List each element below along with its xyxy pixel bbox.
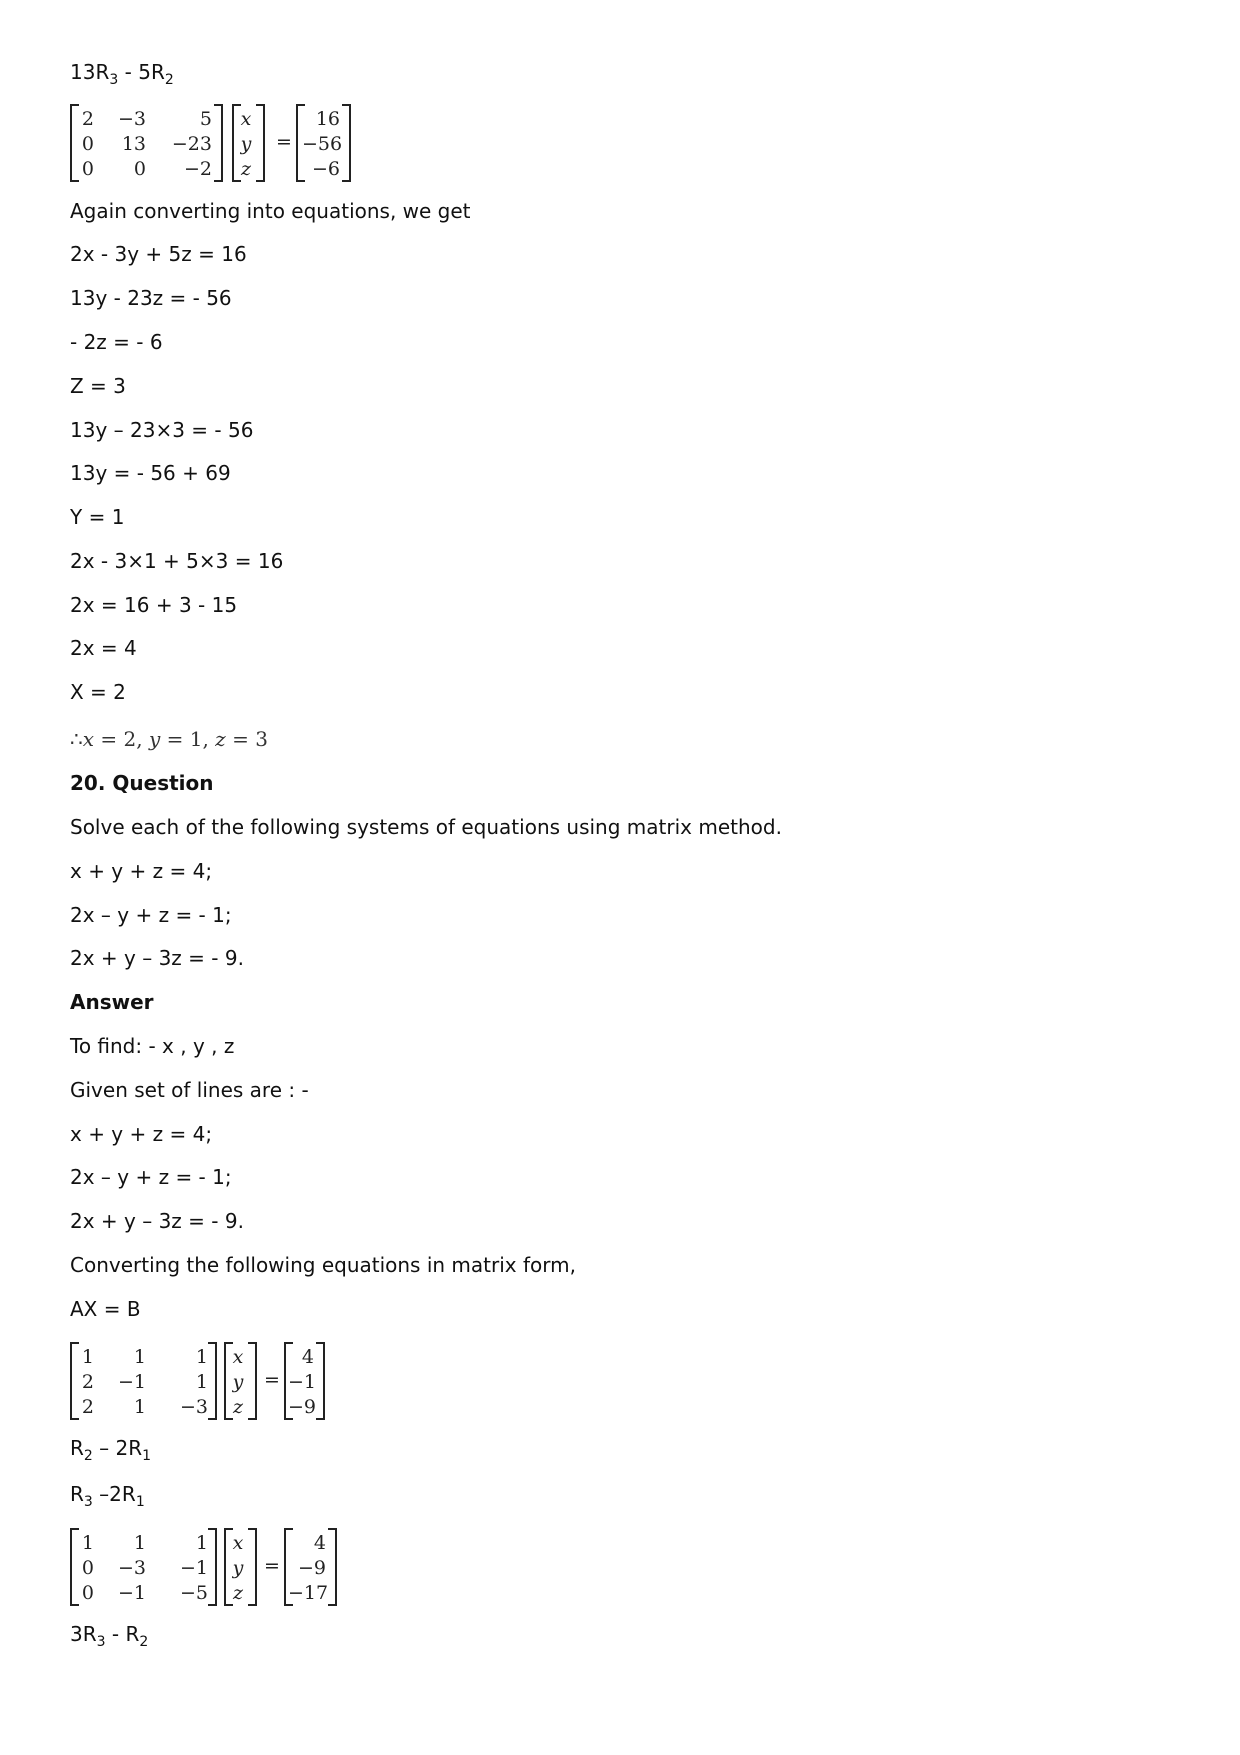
matrix-cell: −3 — [117, 108, 146, 130]
equation-line: x + y + z = 4; — [70, 859, 213, 883]
text-line: To find: - x , y , z — [70, 1034, 235, 1058]
equation-line: 2x + y – 3z = - 9. — [70, 946, 244, 970]
equation-line: X = 2 — [70, 680, 126, 704]
matrix-cell: 4 — [313, 1532, 326, 1554]
variable-cell: y — [232, 1557, 244, 1579]
matrix-cell: −9 — [297, 1557, 326, 1579]
matrix-cell: −56 — [302, 133, 343, 155]
equation-line: 2x - 3y + 5z = 16 — [70, 242, 247, 266]
matrix-cell: −9 — [288, 1396, 317, 1418]
matrix-cell: −1 — [179, 1557, 208, 1579]
matrix-cell: 2 — [81, 1396, 94, 1418]
bracket — [328, 1528, 337, 1606]
equation-line: Y = 1 — [70, 505, 125, 529]
bracket — [248, 1528, 257, 1606]
matrix-cell: −3 — [179, 1396, 208, 1418]
matrix-cell: 1 — [195, 1371, 208, 1393]
bracket — [208, 1342, 217, 1420]
matrix-cell: 1 — [195, 1346, 208, 1368]
variable-cell: z — [240, 158, 251, 180]
matrix-cell: 0 — [81, 133, 94, 155]
equals-sign: = — [276, 131, 292, 153]
equation-line: 2x – y + z = - 1; — [70, 1165, 232, 1189]
equation-line: 2x = 16 + 3 - 15 — [70, 593, 238, 617]
equation-line: 2x – y + z = - 1; — [70, 903, 232, 927]
equals-sign: = — [264, 1555, 280, 1577]
matrix-cell: 1 — [81, 1532, 94, 1554]
solution-line: ∴x = 2, y = 1, z = 3 — [70, 727, 268, 751]
matrix-cell: 1 — [81, 1346, 94, 1368]
text-line: Given set of lines are : - — [70, 1078, 309, 1102]
text-line: Converting the following equations in matrix form, — [70, 1253, 576, 1277]
matrix-cell: 2 — [81, 1371, 94, 1393]
matrix-cell: 2 — [81, 108, 94, 130]
matrix-cell: −23 — [171, 133, 212, 155]
matrix-cell: 5 — [199, 108, 212, 130]
bracket — [214, 104, 223, 182]
equation-line: Z = 3 — [70, 374, 126, 398]
bracket — [248, 1342, 257, 1420]
equation-line: 13y - 23z = - 56 — [70, 286, 232, 310]
matrix-cell: 0 — [81, 158, 94, 180]
equation-line: 13y = - 56 + 69 — [70, 461, 231, 485]
answer-heading: Answer — [70, 990, 154, 1014]
matrix-cell: −1 — [117, 1371, 146, 1393]
matrix-cell: −2 — [183, 158, 212, 180]
equation-line: 2x - 3×1 + 5×3 = 16 — [70, 549, 284, 573]
variable-cell: x — [240, 108, 252, 130]
equation-line: - 2z = - 6 — [70, 330, 163, 354]
matrix-cell: −5 — [179, 1582, 208, 1604]
matrix-cell: 16 — [315, 108, 340, 130]
equation-line: 2x + y – 3z = - 9. — [70, 1209, 244, 1233]
question-heading: 20. Question — [70, 771, 214, 795]
variable-cell: z — [232, 1582, 243, 1604]
variable-cell: y — [232, 1371, 244, 1393]
equation-line: 2x = 4 — [70, 636, 137, 660]
bracket — [342, 104, 351, 182]
variable-cell: z — [232, 1396, 243, 1418]
matrix-cell: −17 — [288, 1582, 329, 1604]
matrix-cell: −6 — [311, 158, 340, 180]
matrix-cell: 0 — [81, 1557, 94, 1579]
bracket — [316, 1342, 325, 1420]
equation-line: x + y + z = 4; — [70, 1122, 213, 1146]
matrix-cell: 0 — [133, 158, 146, 180]
matrix-cell: 13 — [121, 133, 146, 155]
matrix-cell: 0 — [81, 1582, 94, 1604]
matrix-cell: 1 — [133, 1532, 146, 1554]
question-prompt: Solve each of the following systems of equations using matrix method. — [70, 815, 782, 839]
matrix-cell: −1 — [117, 1582, 146, 1604]
equation-line: 13y – 23×3 = - 56 — [70, 418, 254, 442]
bracket — [208, 1528, 217, 1606]
row-operation: $R_3$ $-2R_1$ — [70, 1482, 145, 1510]
matrix-cell: −3 — [117, 1557, 146, 1579]
matrix-cell: 1 — [133, 1346, 146, 1368]
variable-cell: x — [232, 1346, 244, 1368]
text-line: Again converting into equations, we get — [70, 199, 471, 223]
variable-cell: x — [232, 1532, 244, 1554]
variable-cell: y — [240, 133, 252, 155]
row-operation: $R_2 - 2R_1$ — [70, 1436, 152, 1464]
matrix-cell: 1 — [195, 1532, 208, 1554]
bracket — [256, 104, 265, 182]
equals-sign: = — [264, 1369, 280, 1391]
matrix-cell: 4 — [301, 1346, 314, 1368]
matrix-cell: 1 — [133, 1396, 146, 1418]
matrix-cell: −1 — [288, 1371, 317, 1393]
row-operation: $3R_3 - R_2$ — [70, 1622, 149, 1650]
equation-line: AX = B — [70, 1297, 141, 1321]
row-operation: $13R_3 - 5R_2$ — [70, 60, 174, 88]
